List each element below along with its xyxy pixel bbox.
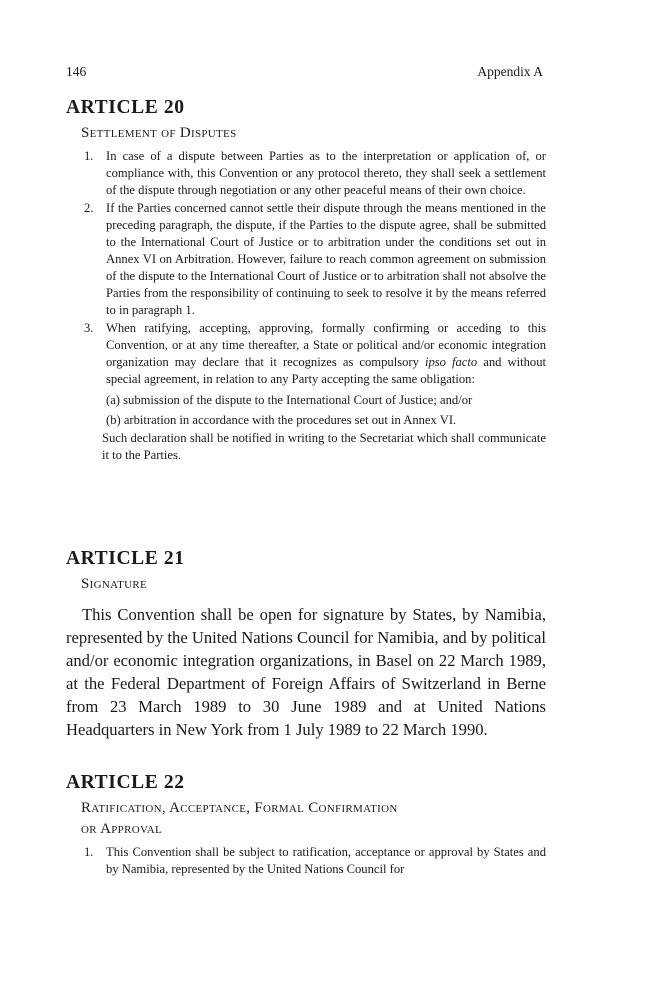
article-22 xyxy=(66,771,546,879)
list-item xyxy=(66,200,546,319)
list-item xyxy=(66,844,546,878)
article-heading: ARTICLE 22 xyxy=(66,772,185,793)
item-number: 3. xyxy=(84,321,94,335)
item-number: 1. xyxy=(84,845,94,859)
list-item xyxy=(66,148,546,199)
sub-item-b: (b) arbitration in accordance with the procedures set out in Annex VI. xyxy=(106,413,457,427)
subheading-line-2: or Approval xyxy=(81,821,163,837)
item-text-after: and without special agreement, in relation to any Party accepting the same obligation: xyxy=(106,355,546,386)
running-title: Appendix A xyxy=(477,64,543,79)
item-text-italic: ipso facto xyxy=(424,355,478,369)
article-heading: ARTICLE 21 xyxy=(66,548,185,569)
sub-item-a: (a) submission of the dispute to the International Court of Justice; and/or xyxy=(106,393,473,407)
item-number: 1. xyxy=(84,149,94,163)
page-header xyxy=(66,62,543,82)
article-subheading: Settlement of Disputes xyxy=(81,125,237,141)
article-subheading: Signature xyxy=(81,576,148,592)
article-20 xyxy=(66,96,546,464)
item-text: If the Parties concerned cannot settle their dispute through the means mentioned in the preceding paragraph, the dispute, if the Parties to the dispute agree, shall be submitted to the International Court of Justice or to arbitration under the conditions set out in Annex VI on Arbitration. However, failure to reach common agreement on submission of the dispute to the International Court of Justice or to arbitration shall not absolve the Parties from the responsibility of continuing to seek to resolve it by the means referred to in paragraph 1. xyxy=(106,201,546,317)
item-text-before: When ratifying, accepting, approving, formally confirming or acceding to this Convention, or at any time thereafter, a State or political and/or economic integration organization may declare that it recognizes as compulsory xyxy=(106,321,546,369)
item-number: 2. xyxy=(84,201,94,215)
item-text: This Convention shall be subject to ratification, acceptance or approval by States and by Namibia, represented by the United Nations Council for xyxy=(106,845,546,876)
article-items xyxy=(66,844,546,878)
list-item xyxy=(66,320,546,429)
article-items xyxy=(66,148,546,429)
article-body: This Convention shall be open for signature by States, by Namibia, represented by the United Nations Council for Namibia, and by political and/or economic integration organizations, in Basel on 22 March 1989, at the Federal Department of Foreign Affairs of Switzerland in Berne from 23 March 1989 to 30 June 1989 and at United Nations Headquarters in New York from 1 July 1989 to 22 March 1990. xyxy=(66,605,546,739)
closing-paragraph: Such declaration shall be notified in writing to the Secretariat which shall communicate it to the Parties. xyxy=(102,431,546,462)
subheading-line-1: Ratification, Acceptance, Formal Confirmation xyxy=(81,800,398,816)
item-text: In case of a dispute between Parties as to the interpretation or application of, or compliance with, this Convention or any protocol thereto, they shall seek a settlement of the dispute through negotiation or any other peaceful means of their own choice. xyxy=(106,149,546,197)
page-number: 146 xyxy=(66,64,87,79)
article-21 xyxy=(66,547,546,741)
article-subheading xyxy=(81,798,546,840)
article-heading: ARTICLE 20 xyxy=(66,97,185,118)
